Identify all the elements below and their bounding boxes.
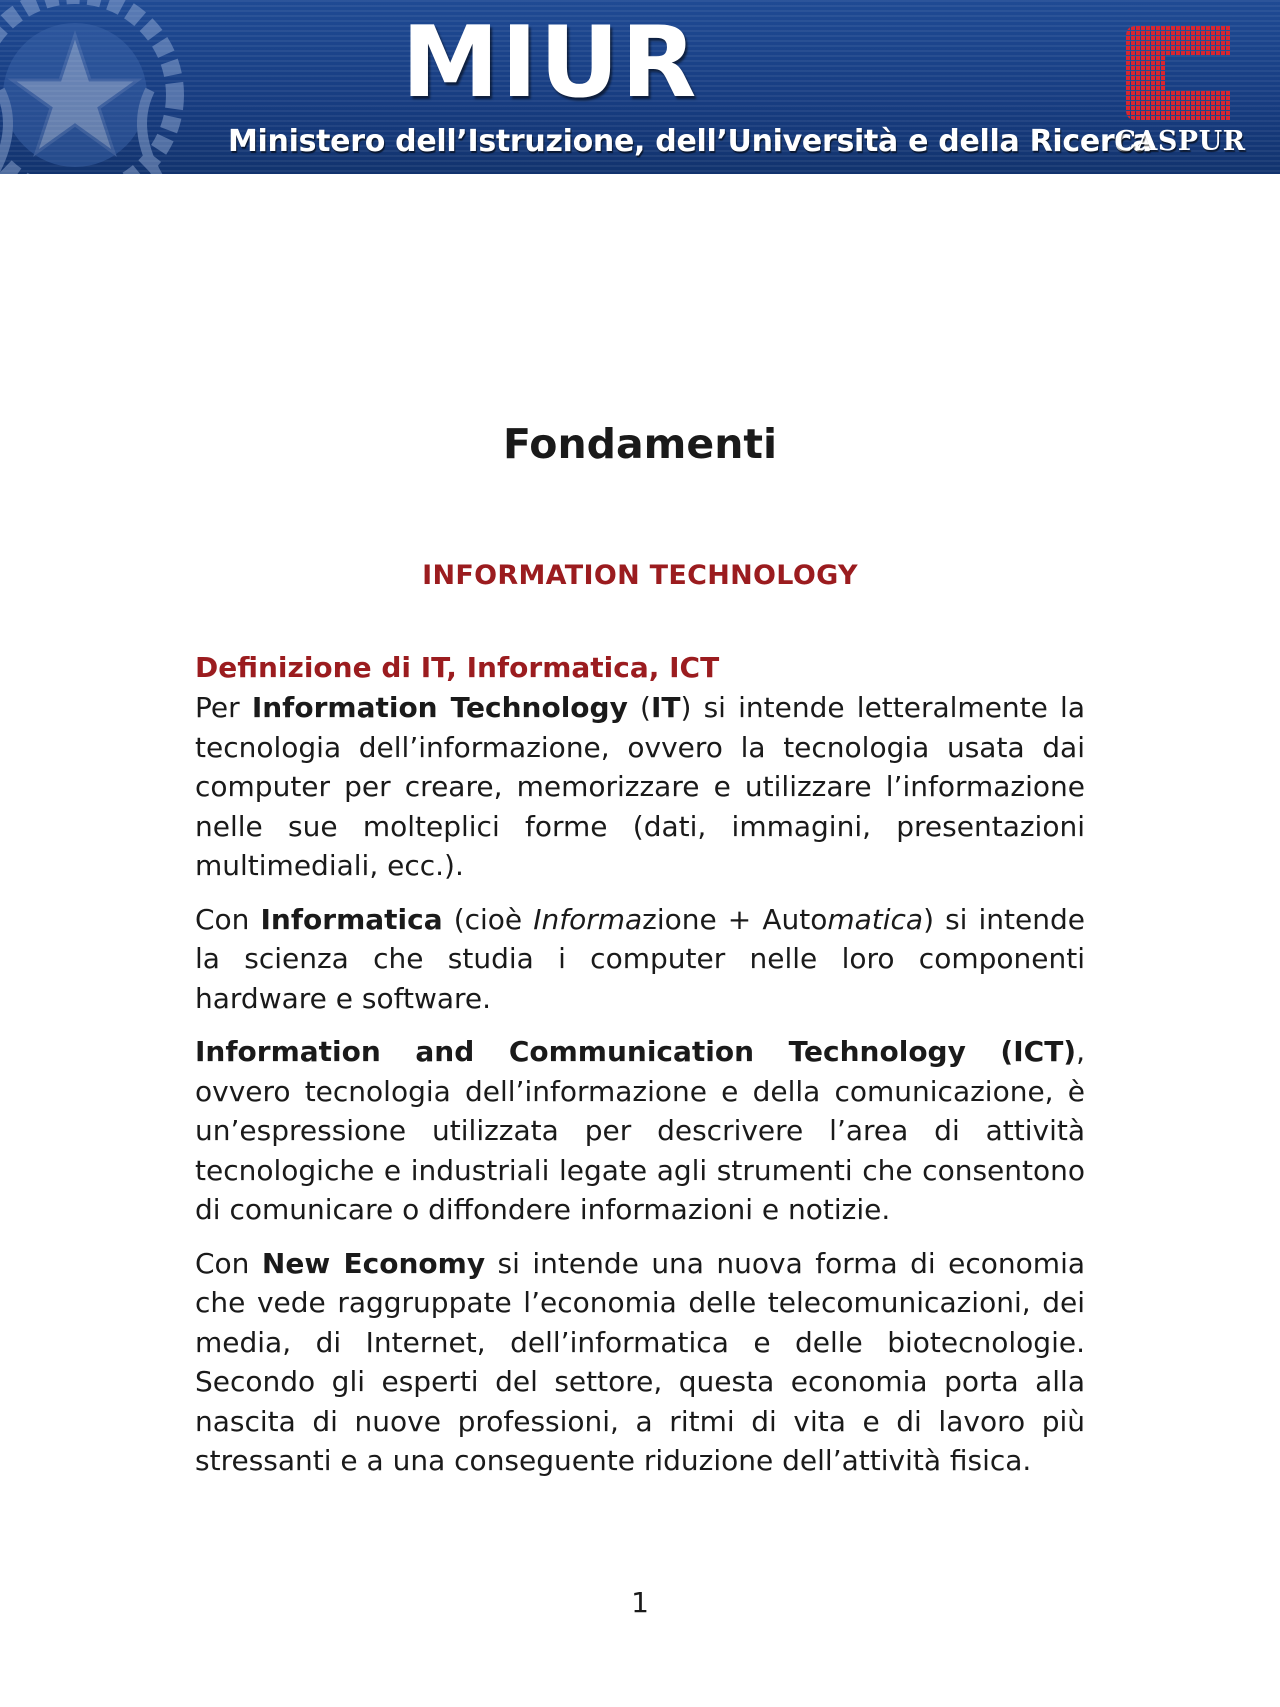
- paragraph-ict-definition: [195, 1032, 1085, 1230]
- text-run: si intende una nuova forma di economia che vede raggruppate l’economia delle telecomunicazioni, dei media, di Internet, dell’informatica e delle biotecnologie. Secondo gli esperti del settore, questa economia porta alla nascita di nuove professioni, a ritmi di vita e di lavoro più stressanti e a una conseguente riduzione dell’attività fisica.: [195, 1246, 1086, 1477]
- paragraph-it-definition: [195, 688, 1085, 886]
- text-run: ) si intende la scienza che studia i computer nelle loro componenti hardware e software.: [195, 902, 1085, 1015]
- bold-term: New Economy: [261, 1246, 486, 1280]
- paragraph-new-economy-definition: [195, 1244, 1085, 1481]
- caspur-logo-text: CASPUR: [1114, 126, 1246, 157]
- bold-term: Informatica: [260, 902, 443, 936]
- page-title: Fondamenti: [502, 420, 778, 468]
- bold-term: Information and Communication Technology (ICT): [195, 1035, 1077, 1068]
- paragraph-informatica-definition: [195, 900, 1085, 1019]
- bold-term: IT: [650, 691, 681, 724]
- text-run: Con: [195, 902, 261, 936]
- italic-term: matica: [827, 902, 924, 936]
- bold-term: Information Technology: [251, 691, 628, 724]
- text-run: (: [627, 691, 651, 724]
- subheading: Definizione di IT, Informatica, ICT: [195, 651, 720, 684]
- section-title: INFORMATION TECHNOLOGY: [422, 560, 858, 591]
- document-body: [195, 648, 1085, 1495]
- text-run: (cioè: [442, 902, 534, 936]
- text-run: zione + Auto: [642, 902, 828, 936]
- ministry-acronym: MIUR: [401, 6, 699, 120]
- text-run: Per: [195, 691, 252, 724]
- header-banner: [0, 0, 1280, 174]
- text-run: , ovvero tecnologia dell’informazione e della comunicazione, è un’espressione utilizzata per descrivere l’area di attività tecnologiche e industriali legate agli strumenti che consentono di comunicare o diffondere informazioni e notizie.: [195, 1035, 1085, 1226]
- ministry-full-name: Ministero dell’Istruzione, dell’Università e della Ricerca: [228, 124, 1152, 159]
- text-run: Con: [195, 1246, 262, 1280]
- italic-term: Informa: [533, 902, 643, 936]
- caspur-logo-icon: [1126, 26, 1230, 120]
- text-run: ) si intende letteralmente la tecnologia dell’informazione, ovvero la tecnologia usata dai computer per creare, memorizzare e utilizzare l’informazione nelle sue molteplici forme (dati, immagini, presentazioni multimediali, ecc.).: [195, 691, 1085, 882]
- page-number: 1: [631, 1586, 649, 1619]
